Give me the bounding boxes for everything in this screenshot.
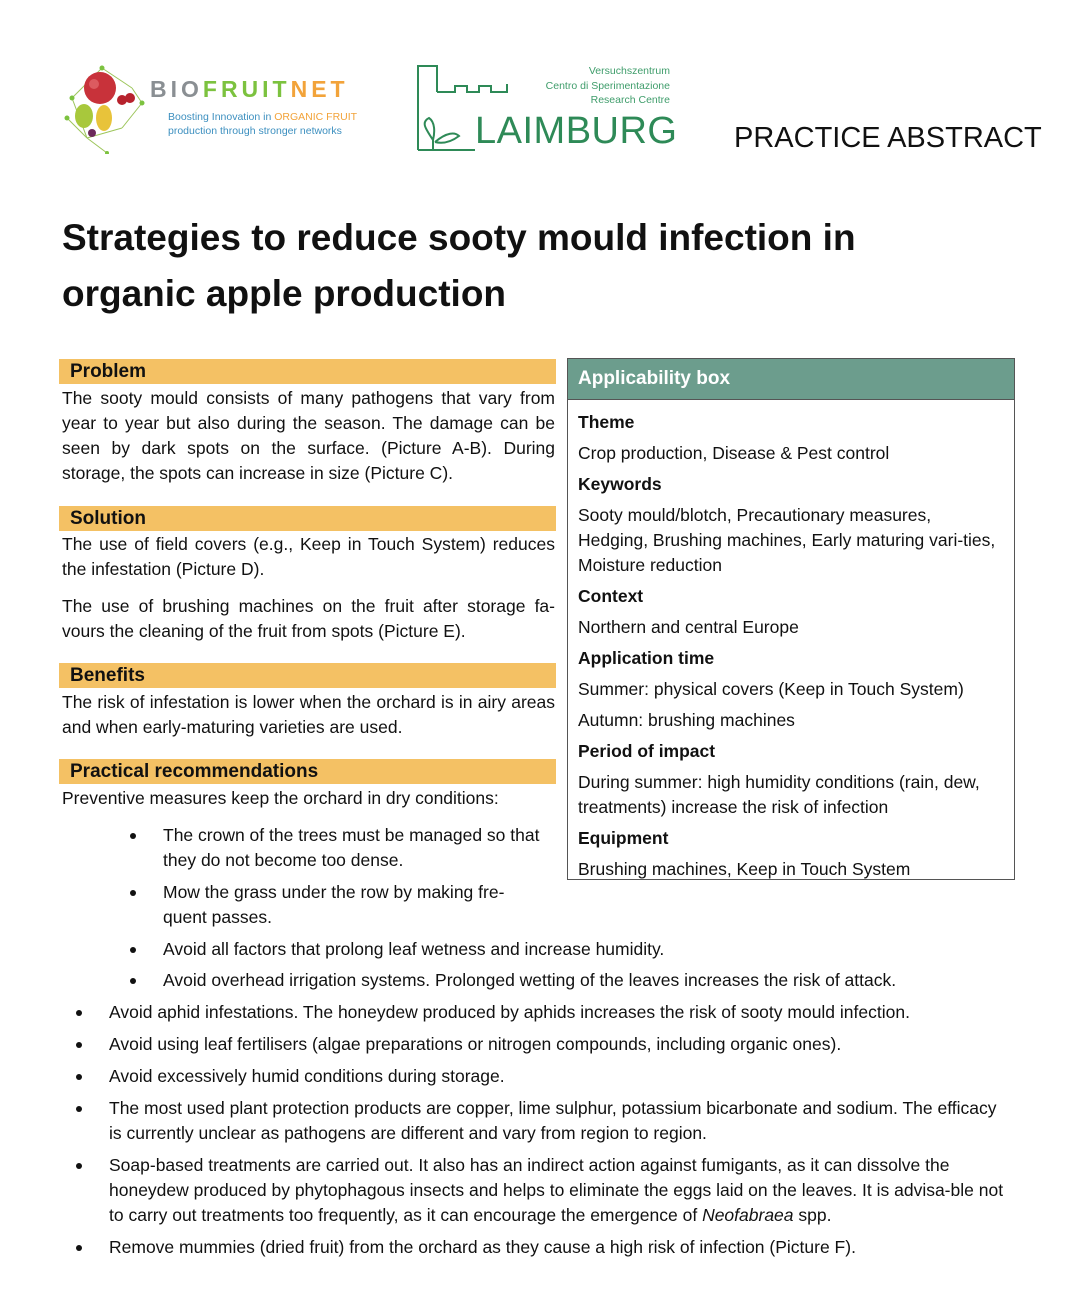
bullet-icon bbox=[130, 978, 136, 984]
laimburg-wordmark: LAIMBURG bbox=[475, 110, 678, 152]
laimburg-subtitle: Versuchszentrum Centro di Sperimentazione Research Centre bbox=[545, 65, 670, 106]
problem-text: The sooty mould consists of many pathogens that vary from year to year but also during the season. The damage can be seen by dark spots on the surface. (Picture A-B). During storage, the spots can increase in size (Picture C). bbox=[62, 388, 555, 483]
period-of-impact-label: Period of impact bbox=[578, 741, 716, 761]
recommendations-heading: Practical recommendations bbox=[59, 759, 556, 784]
benefits-text: The risk of infestation is lower when the orchard is in airy areas and when early-maturing varieties are used. bbox=[62, 692, 555, 737]
solution-text-2: The use of brushing machines on the fruit after storage fa-vours the cleaning of the fruit from spots (Picture E). bbox=[62, 596, 555, 641]
application-time-label: Application time bbox=[578, 648, 715, 668]
bullet-icon bbox=[76, 1163, 82, 1169]
equipment-label: Equipment bbox=[578, 828, 669, 848]
bullet-icon bbox=[76, 1074, 82, 1080]
solution-text-1: The use of field covers (e.g., Keep in Touch System) reduces the infestation (Picture D). bbox=[62, 534, 555, 579]
bullet-icon bbox=[130, 833, 136, 839]
context-value: Northern and central Europe bbox=[578, 617, 799, 637]
bullet-icon bbox=[76, 1245, 82, 1251]
bullet-icon bbox=[76, 1042, 82, 1048]
theme-value: Crop production, Disease & Pest control bbox=[578, 443, 890, 463]
applicability-box bbox=[567, 358, 1015, 880]
application-time-summer: Summer: physical covers (Keep in Touch System) bbox=[578, 679, 964, 699]
recommendations-intro: Preventive measures keep the orchard in dry conditions: bbox=[62, 788, 499, 808]
context-label: Context bbox=[578, 586, 644, 606]
keywords-value: Sooty mould/blotch, Precautionary measures, Hedging, Brushing machines, Early maturing vari-ties, Moisture reduction bbox=[578, 505, 996, 575]
period-of-impact-value: During summer: high humidity conditions (rain, dew, treatments) increase the risk of infection bbox=[578, 772, 980, 817]
document-type: PRACTICE ABSTRACT bbox=[734, 122, 1042, 154]
bullet-icon bbox=[130, 947, 136, 953]
bullet-icon bbox=[76, 1010, 82, 1016]
application-time-autumn: Autumn: brushing machines bbox=[578, 710, 795, 730]
equipment-value: Brushing machines, Keep in Touch System bbox=[578, 859, 911, 879]
bullet-icon bbox=[130, 890, 136, 896]
keywords-label: Keywords bbox=[578, 474, 662, 494]
problem-heading: Problem bbox=[59, 359, 556, 384]
theme-label: Theme bbox=[578, 412, 635, 432]
page-title: Strategies to reduce sooty mould infection in organic apple production bbox=[62, 217, 856, 314]
solution-heading: Solution bbox=[59, 506, 556, 531]
biofruitnet-tagline: Boosting Innovation in ORGANIC FRUIT production through stronger networks bbox=[168, 111, 358, 137]
applicability-heading: Applicability box bbox=[568, 359, 1014, 400]
benefits-heading: Benefits bbox=[59, 663, 556, 688]
bullet-icon bbox=[76, 1106, 82, 1112]
biofruitnet-logo bbox=[62, 58, 382, 154]
biofruitnet-wordmark: BIOFRUITNET bbox=[150, 76, 349, 102]
